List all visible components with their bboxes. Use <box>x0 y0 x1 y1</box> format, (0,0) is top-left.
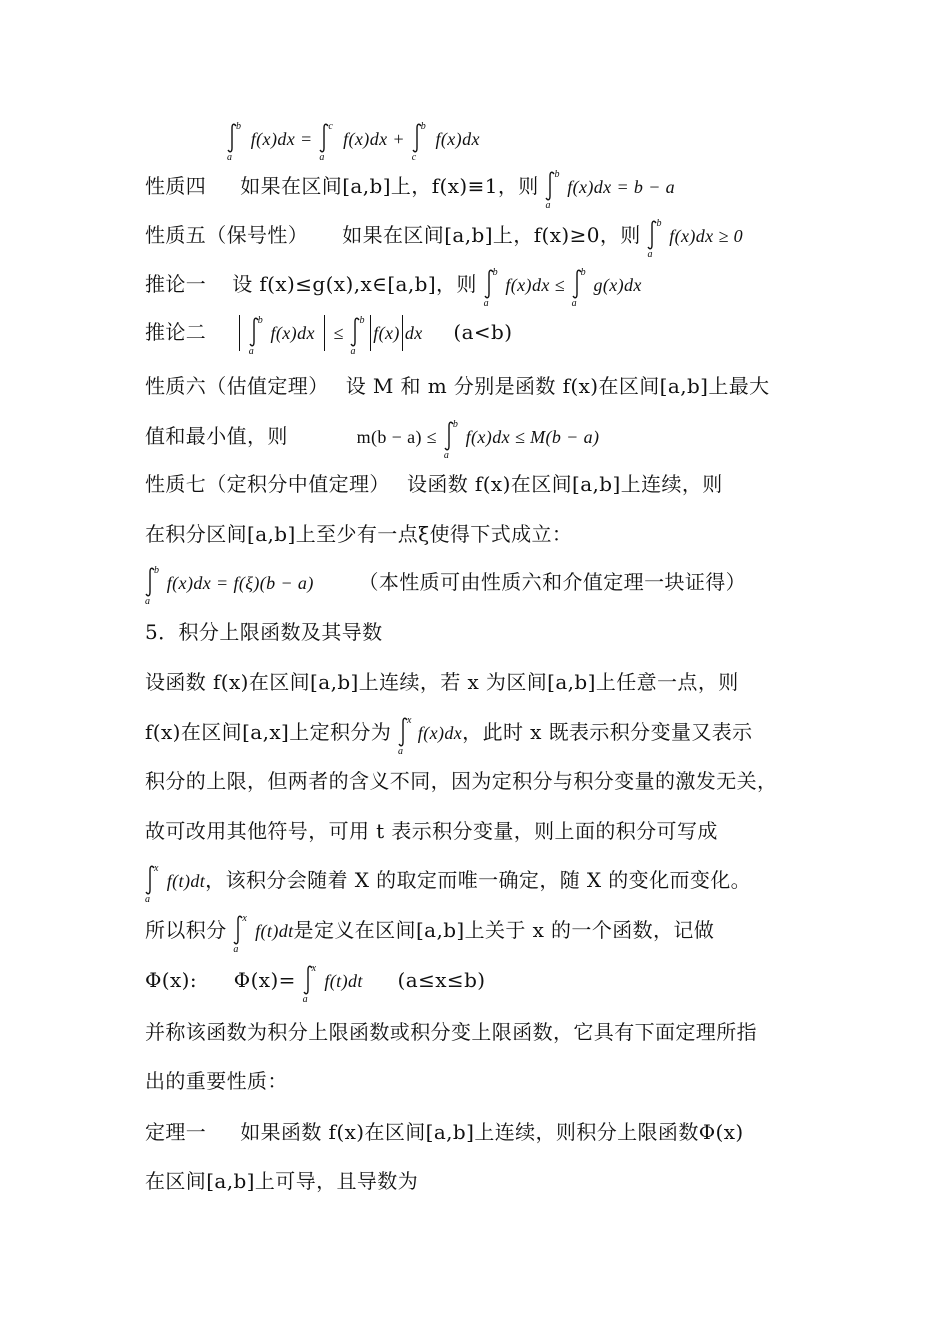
integral-sign: b a <box>227 121 242 163</box>
paragraph-line <box>145 910 715 955</box>
paragraph-line <box>145 811 718 851</box>
integral-sign: x a <box>302 963 317 1005</box>
integral-sign: b a <box>545 169 560 211</box>
theorem-label: 定理一 <box>145 1120 207 1144</box>
integral-sign: b a <box>571 267 587 309</box>
absolute-bar <box>370 315 371 351</box>
math-term: f(t)dt <box>255 921 294 941</box>
math-term: f(x)dx ≥ 0 <box>669 226 744 246</box>
math-term: f(x)dx <box>270 323 315 343</box>
property-six-line2 <box>145 416 600 461</box>
property-seven-line2 <box>145 514 572 554</box>
integral-sign: x a <box>145 863 159 905</box>
section-title <box>145 612 383 652</box>
absolute-bar <box>239 315 240 351</box>
paragraph-line <box>145 712 753 757</box>
corollary-text: 设 f(x)≤g(x),x∈[a,b]，则 <box>232 272 477 296</box>
math-term: ≤ <box>333 323 344 343</box>
math-term: g(x)dx <box>593 275 642 295</box>
paragraph-text: 积分的上限，但两者的含义不同，因为定积分与积分变量的激发无关， <box>145 769 778 793</box>
paragraph-text: 并称该函数为积分上限函数或积分变上限函数，它具有下面定理所指 <box>145 1020 757 1044</box>
property-six-line1 <box>145 366 770 406</box>
paragraph-line <box>145 960 486 1005</box>
absolute-bar <box>402 315 403 351</box>
property-text: 性质七（定积分中值定理） 设函数 f(x)在区间[a,b]上连续，则 <box>145 472 723 496</box>
integral-sign: x a <box>233 913 248 955</box>
paragraph-text: Φ(x)= <box>233 968 296 992</box>
paragraph-text: 出的重要性质： <box>145 1069 288 1093</box>
corollary-label: 推论一 <box>145 272 207 296</box>
paragraph-line <box>145 662 739 702</box>
paragraph-text: 是定义在区间[a,b]上关于 x 的一个函数，记做 <box>293 918 715 942</box>
integral-sign: b a <box>443 419 459 461</box>
property-text: 在积分区间[a,b]上至少有一点ξ使得下式成立： <box>145 522 573 546</box>
property-text: 值和最小值，则 <box>145 424 288 448</box>
property-text: 如果在区间[a,b]上，f(x)≡1，则 <box>240 174 539 198</box>
absolute-bar <box>324 315 325 351</box>
theorem-text: 在区间[a,b]上可导，且导数为 <box>145 1169 419 1193</box>
integral-sign: b a <box>647 218 662 260</box>
paragraph-line <box>145 1061 288 1101</box>
equation-interval-additivity <box>227 118 480 163</box>
paragraph-text: ，此时 x 既表示积分变量又表示 <box>462 720 753 744</box>
integral-sign: b a <box>350 315 365 357</box>
math-term: f(t)dt <box>324 971 363 991</box>
property-text: 如果在区间[a,b]上，f(x)≥0，则 <box>342 223 641 247</box>
math-term: f(x)dx + <box>343 129 405 149</box>
paragraph-text: 故可改用其他符号，可用 t 表示积分变量，则上面的积分可写成 <box>145 819 718 843</box>
math-term: f(x)dx = <box>250 129 313 149</box>
math-term: f(x)dx ≤ <box>505 275 565 295</box>
theorem-one-line2 <box>145 1161 418 1201</box>
math-term: f(x)dx <box>417 723 463 743</box>
math-term: m(b − a) ≤ <box>356 427 438 447</box>
paragraph-text: f(x)在区间[a,x]上定积分为 <box>145 720 392 744</box>
property-label: 性质五（保号性） <box>145 223 309 247</box>
math-term: f(x)dx = b − a <box>567 177 676 197</box>
corollary-one <box>145 264 642 309</box>
math-term: f(x) <box>373 323 400 343</box>
integral-sign: b a <box>248 315 264 357</box>
integral-sign: b c <box>411 121 427 163</box>
math-term: f(x)dx = f(ξ)(b − a) <box>166 573 314 593</box>
paragraph-text: 设函数 f(x)在区间[a,b]上连续，若 x 为区间[a,b]上任意一点，则 <box>145 670 739 694</box>
property-label: 性质四 <box>145 174 207 198</box>
corollary-two <box>145 312 513 357</box>
property-text: 性质六（估值定理） 设 M 和 m 分别是函数 f(x)在区间[a,b]上最大 <box>145 374 770 398</box>
math-term: f(t)dt <box>166 871 206 891</box>
property-five <box>145 215 744 260</box>
integral-sign: c a <box>319 121 334 163</box>
theorem-text: 如果函数 f(x)在区间[a,b]上连续，则积分上限函数Φ(x) <box>240 1120 744 1144</box>
integral-sign: b a <box>483 267 498 309</box>
math-term: dx <box>404 323 423 343</box>
corollary-label: 推论二 <box>145 320 207 344</box>
math-term: f(x)dx <box>435 129 480 149</box>
integral-sign: x a <box>398 715 412 757</box>
paragraph-text: Φ(x): <box>145 968 198 992</box>
paragraph-text: 所以积分 <box>145 918 227 942</box>
paragraph-line <box>145 761 777 801</box>
property-four <box>145 166 676 211</box>
property-seven-formula <box>145 562 747 607</box>
paragraph-text: ，该积分会随着 X 的取定而唯一确定，随 X 的变化而变化。 <box>205 868 752 892</box>
math-term: f(x)dx ≤ M(b − a) <box>465 427 600 447</box>
property-note: （本性质可由性质六和介值定理一块证得） <box>358 570 747 594</box>
paragraph-line <box>145 1012 757 1052</box>
property-seven-line1 <box>145 464 723 504</box>
condition-text: (a≤x≤b) <box>397 968 486 992</box>
integral-sign: b a <box>145 565 160 607</box>
condition-text: (a<b) <box>453 320 513 344</box>
section-heading: 5．积分上限函数及其导数 <box>145 620 383 644</box>
theorem-one-line1 <box>145 1112 744 1152</box>
paragraph-line <box>145 860 752 905</box>
